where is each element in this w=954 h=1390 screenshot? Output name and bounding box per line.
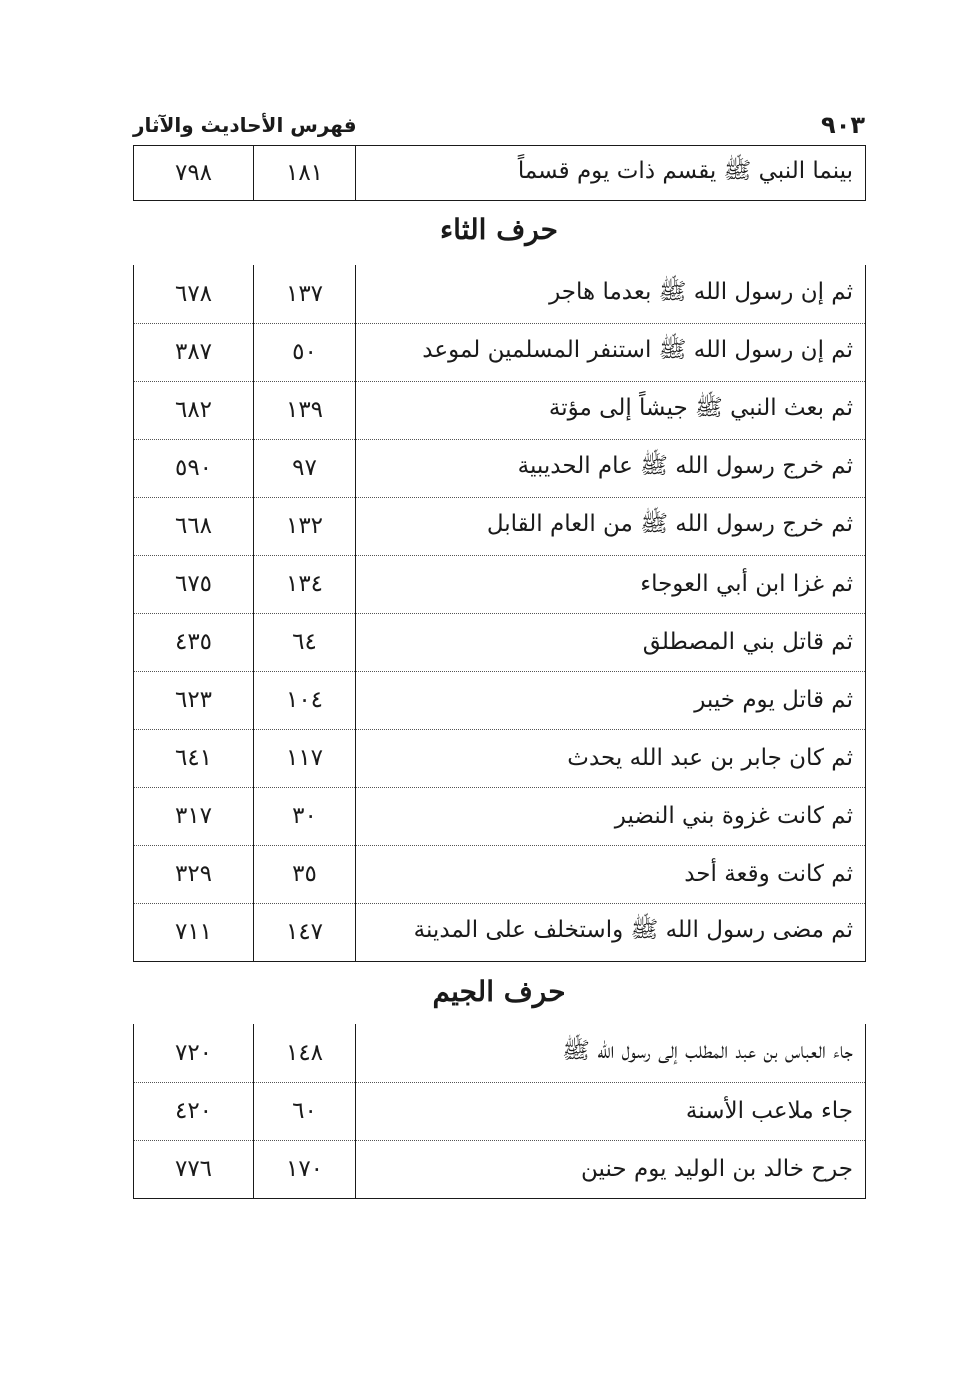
table-row bbox=[134, 1082, 866, 1140]
page-reference: ٣٢٩ bbox=[134, 845, 254, 903]
table-row bbox=[134, 903, 866, 961]
table-row bbox=[134, 439, 866, 497]
table-row bbox=[134, 1140, 866, 1198]
page-reference: ٧٩٨ bbox=[134, 146, 254, 201]
page-reference: ٥٩٠ bbox=[134, 439, 254, 497]
index-table-jim bbox=[133, 1024, 866, 1199]
page-reference: ٦٧٨ bbox=[134, 265, 254, 323]
table-row bbox=[134, 729, 866, 787]
hadith-number: ١٤٨ bbox=[254, 1024, 356, 1082]
hadith-text: ثم بعث النبي ﷺ جيشاً إلى مؤتة bbox=[356, 381, 866, 439]
hadith-text: ثم مضى رسول الله ﷺ واستخلف على المدينة bbox=[356, 903, 866, 961]
hadith-number: ٣٠ bbox=[254, 787, 356, 845]
hadith-text: جرح خالد بن الوليد يوم حنين bbox=[356, 1140, 866, 1198]
table-row bbox=[134, 497, 866, 555]
hadith-number: ٩٧ bbox=[254, 439, 356, 497]
page-reference: ٦٤١ bbox=[134, 729, 254, 787]
hadith-text: ثم غزا ابن أبي العوجاء bbox=[356, 555, 866, 613]
index-table-continued bbox=[133, 145, 866, 201]
hadith-number: ١٠٤ bbox=[254, 671, 356, 729]
table-row bbox=[134, 146, 866, 201]
hadith-number: ١٣٧ bbox=[254, 265, 356, 323]
hadith-text: ثم إن رسول الله ﷺ بعدما هاجر bbox=[356, 265, 866, 323]
hadith-number: ٦٠ bbox=[254, 1082, 356, 1140]
hadith-text: ثم إن رسول الله ﷺ استنفر المسلمين لموعد bbox=[356, 323, 866, 381]
hadith-text: جاء ملاعب الأسنة bbox=[356, 1082, 866, 1140]
section-heading-tha: حرف الثاء bbox=[440, 213, 558, 246]
page-reference: ٦٨٢ bbox=[134, 381, 254, 439]
hadith-text: ثم قاتل يوم خيبر bbox=[356, 671, 866, 729]
table-row bbox=[134, 323, 866, 381]
hadith-text: جاء العباس بن عبد المطلب إلى رسول الله ﷺ bbox=[356, 1024, 866, 1082]
running-title: فهرس الأحاديث والآثار bbox=[133, 113, 357, 137]
page-reference: ٦٧٥ bbox=[134, 555, 254, 613]
hadith-text: ثم كانت غزوة بني النضير bbox=[356, 787, 866, 845]
hadith-number: ٥٠ bbox=[254, 323, 356, 381]
section-heading-jim: حرف الجيم bbox=[432, 975, 566, 1008]
hadith-text: ثم خرج رسول الله ﷺ من العام القابل bbox=[356, 497, 866, 555]
hadith-number: ١٣٩ bbox=[254, 381, 356, 439]
table-row bbox=[134, 845, 866, 903]
table-row bbox=[134, 265, 866, 323]
hadith-number: ١٣٢ bbox=[254, 497, 356, 555]
page-reference: ٣١٧ bbox=[134, 787, 254, 845]
table-row bbox=[134, 613, 866, 671]
page-reference: ٧١١ bbox=[134, 903, 254, 961]
hadith-text: ثم كان جابر بن عبد الله يحدث bbox=[356, 729, 866, 787]
page-number: ٩٠٣ bbox=[821, 111, 865, 139]
hadith-text: ثم خرج رسول الله ﷺ عام الحديبية bbox=[356, 439, 866, 497]
page-reference: ٦٦٨ bbox=[134, 497, 254, 555]
page-header bbox=[133, 108, 865, 144]
hadith-number: ١٨١ bbox=[254, 146, 356, 201]
hadith-number: ١١٧ bbox=[254, 729, 356, 787]
table-row bbox=[134, 1024, 866, 1082]
hadith-number: ١٣٤ bbox=[254, 555, 356, 613]
hadith-number: ١٧٠ bbox=[254, 1140, 356, 1198]
hadith-text: ثم كانت وقعة أحد bbox=[356, 845, 866, 903]
hadith-number: ٣٥ bbox=[254, 845, 356, 903]
index-table-tha bbox=[133, 265, 866, 962]
hadith-text: ثم قاتل بني المصطلق bbox=[356, 613, 866, 671]
table-row bbox=[134, 555, 866, 613]
page-reference: ٤٢٠ bbox=[134, 1082, 254, 1140]
page-reference: ٧٢٠ bbox=[134, 1024, 254, 1082]
table-row bbox=[134, 381, 866, 439]
hadith-text: بينما النبي ﷺ يقسم ذات يوم قسماً bbox=[356, 146, 866, 201]
page-reference: ٧٧٦ bbox=[134, 1140, 254, 1198]
table-row bbox=[134, 671, 866, 729]
page-reference: ٦٢٣ bbox=[134, 671, 254, 729]
page-reference: ٣٨٧ bbox=[134, 323, 254, 381]
table-row bbox=[134, 787, 866, 845]
hadith-number: ١٤٧ bbox=[254, 903, 356, 961]
hadith-number: ٦٤ bbox=[254, 613, 356, 671]
page-reference: ٤٣٥ bbox=[134, 613, 254, 671]
